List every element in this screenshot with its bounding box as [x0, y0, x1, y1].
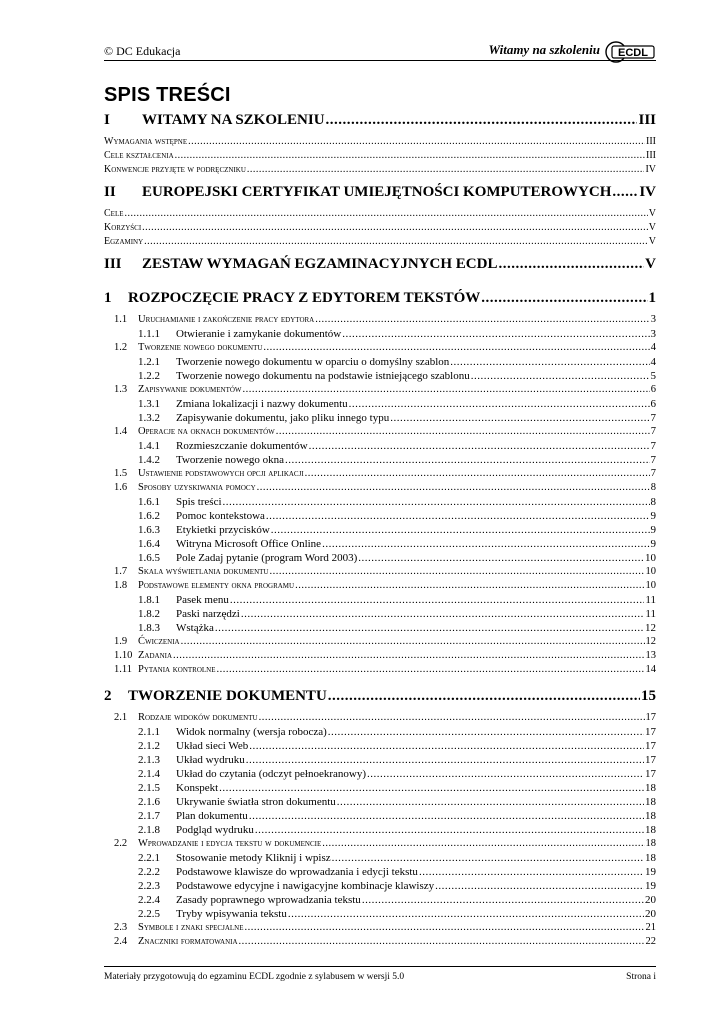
toc-entry-page: IV	[645, 164, 656, 175]
toc-entry-number: 2	[104, 688, 112, 704]
toc-entry-number: 2.2.5	[138, 908, 160, 920]
toc-entry-page: 6	[650, 384, 656, 395]
toc-entry[interactable]	[104, 650, 656, 661]
svg-text:ECDL: ECDL	[618, 47, 648, 59]
toc-entry-title: Zmiana lokalizacji i nazwy dokumentu	[176, 398, 348, 410]
toc-entry-title: Sposoby uzyskiwania pomocy	[138, 482, 256, 493]
toc-entry-number: 1.4.1	[138, 440, 160, 452]
toc-entry-title: WITAMY NA SZKOLENIU	[142, 112, 325, 128]
toc-entry-number: 2.1.5	[138, 782, 160, 794]
toc-leader-dots	[612, 184, 638, 201]
toc-entry-title: Wymagania wstępne	[104, 136, 188, 147]
toc-leader-dots	[367, 768, 644, 780]
toc-leader-dots	[246, 754, 644, 766]
toc-entry[interactable]	[104, 922, 656, 933]
footer-rule	[104, 966, 656, 967]
toc-entry-number: 1.8	[114, 580, 128, 591]
toc-entry-title: Cele	[104, 208, 124, 219]
toc-entry-title: Konspekt	[176, 782, 219, 794]
toc-entry-number: 2.1.1	[138, 726, 160, 738]
toc-entry-page: 1	[648, 290, 656, 306]
toc-entry-page: 12	[645, 636, 656, 647]
toc-entry[interactable]	[104, 454, 656, 466]
toc-entry[interactable]	[104, 754, 656, 766]
toc-leader-dots	[288, 908, 644, 920]
toc-entry[interactable]	[104, 164, 656, 175]
toc-entry-title: Znaczniki formatowania	[138, 936, 238, 947]
toc-leader-dots	[188, 136, 645, 147]
toc-leader-dots	[390, 412, 649, 424]
toc-entry-number: 2.4	[114, 936, 128, 947]
toc-leader-dots	[295, 580, 644, 591]
toc-entry-page: V	[648, 222, 656, 233]
toc-entry[interactable]	[104, 908, 656, 920]
toc-entry-title: Wstążka	[176, 622, 214, 634]
toc-entry-number: 2.2.4	[138, 894, 160, 906]
toc-leader-dots	[175, 150, 645, 161]
toc-entry-number: 1.3.1	[138, 398, 160, 410]
toc-entry-title: Zasady poprawnego wprowadzania tekstu	[176, 894, 361, 906]
toc-leader-dots	[245, 922, 645, 933]
toc-entry-title: Egzaminy	[104, 236, 144, 247]
toc-leader-dots	[337, 796, 644, 808]
toc-entry[interactable]	[104, 150, 656, 161]
toc-entry-number: 2.1.4	[138, 768, 160, 780]
header-rule	[104, 60, 656, 61]
toc-entry-title: Paski narzędzi	[176, 608, 240, 620]
toc-entry[interactable]	[104, 838, 656, 849]
toc-entry-title: Uruchamianie i zakończenie pracy edytora	[138, 314, 315, 325]
toc-entry-number: 1.2.2	[138, 370, 160, 382]
toc-entry-title: Układ do czytania (odczyt pełnoekranowy)	[176, 768, 366, 780]
toc-entry[interactable]	[104, 810, 656, 822]
toc-entry[interactable]	[104, 664, 656, 675]
toc-entry-page: 18	[645, 810, 656, 822]
toc-entry-number: 1.8.3	[138, 622, 160, 634]
toc-entry[interactable]	[104, 768, 656, 780]
toc-leader-dots	[173, 650, 644, 661]
toc-entry[interactable]	[104, 136, 656, 147]
toc-entry-page: 5	[650, 370, 656, 382]
toc-entry[interactable]	[104, 290, 656, 307]
toc-entry[interactable]	[104, 782, 656, 794]
toc-entry[interactable]	[104, 566, 656, 577]
toc-entry[interactable]	[104, 594, 656, 606]
toc-leader-dots	[471, 370, 650, 382]
toc-leader-dots	[322, 838, 644, 849]
toc-entry-title: Plan dokumentu	[176, 810, 248, 822]
toc-entry[interactable]	[104, 412, 656, 424]
toc-leader-dots	[257, 482, 650, 493]
toc-entry-title: Rodzaje widoków dokumentu	[138, 712, 258, 723]
toc-entry[interactable]	[104, 688, 656, 705]
toc-entry-title: Etykietki przycisków	[176, 524, 270, 536]
toc-leader-dots	[481, 290, 647, 307]
toc-entry-number: II	[104, 184, 116, 200]
toc-entry-number: 1.6.5	[138, 552, 160, 564]
toc-entry[interactable]	[104, 636, 656, 647]
toc-entry-number: 2.2.3	[138, 880, 160, 892]
toc-entry-title: Podstawowe klawisze do wprowadzania i edycji tekstu	[176, 866, 418, 878]
toc-entry[interactable]	[104, 222, 656, 233]
toc-entry-number: 1.11	[114, 664, 132, 675]
toc-leader-dots	[450, 356, 649, 368]
toc-entry[interactable]	[104, 510, 656, 522]
toc-entry[interactable]	[104, 356, 656, 368]
toc-leader-dots	[315, 314, 650, 325]
toc-entry-title: Otwieranie i zamykanie dokumentów	[176, 328, 342, 340]
toc-entry[interactable]	[104, 342, 656, 353]
toc-entry-page: 11	[645, 608, 656, 620]
toc-entry-title: Tworzenie nowego okna	[176, 454, 284, 466]
toc-entry[interactable]	[104, 524, 656, 536]
toc-entry[interactable]	[104, 256, 656, 273]
toc-entry-title: ZESTAW WYMAGAŃ EGZAMINACYJNYCH ECDL	[142, 256, 498, 272]
toc-entry-page: 10	[645, 580, 656, 591]
toc-leader-dots	[223, 496, 650, 508]
page-header	[104, 40, 656, 70]
toc-entry-page: 17	[645, 754, 656, 766]
toc-entry-title: Tryby wpisywania tekstu	[176, 908, 287, 920]
toc-entry-number: 2.1.2	[138, 740, 160, 752]
toc-entry-page: 7	[650, 454, 656, 466]
toc-entry-number: 1.3	[114, 384, 128, 395]
toc-entry-number: 2.3	[114, 922, 128, 933]
toc-entry-title: Tworzenie nowego dokumentu	[138, 342, 263, 353]
toc-entry-page: 18	[645, 838, 656, 849]
toc-entry-number: 1.10	[114, 650, 133, 661]
toc-entry-title: ROZPOCZĘCIE PRACY Z EDYTOREM TEKSTÓW	[128, 290, 481, 306]
toc-leader-dots	[435, 880, 644, 892]
toc-leader-dots	[255, 824, 644, 836]
toc-entry-number: 2.1.6	[138, 796, 160, 808]
toc-entry-title: Ćwiczenia	[138, 636, 180, 647]
toc-entry-page: 18	[645, 782, 656, 794]
toc-heading: SPIS TREŚCI	[104, 84, 231, 106]
toc-entry[interactable]	[104, 552, 656, 564]
toc-entry-page: 15	[641, 688, 656, 704]
toc-entry-page: 8	[650, 482, 656, 493]
toc-entry-page: 3	[650, 328, 656, 340]
toc-entry-page: 10	[645, 552, 656, 564]
toc-entry-page: 13	[645, 650, 656, 661]
toc-entry-title: Rozmieszczanie dokumentów	[176, 440, 308, 452]
toc-entry-title: Cele kształcenia	[104, 150, 174, 161]
toc-entry[interactable]	[104, 370, 656, 382]
toc-entry-title: Widok normalny (wersja robocza)	[176, 726, 327, 738]
toc-entry-page: 20	[645, 908, 656, 920]
toc-leader-dots	[305, 468, 650, 479]
toc-leader-dots	[328, 726, 644, 738]
toc-entry-number: I	[104, 112, 110, 128]
toc-entry[interactable]	[104, 824, 656, 836]
toc-entry[interactable]	[104, 208, 656, 219]
toc-entry-number: 1.7	[114, 566, 128, 577]
toc-entry-page: 9	[650, 524, 656, 536]
toc-entry-page: 20	[645, 894, 656, 906]
toc-entry-page: V	[648, 208, 656, 219]
toc-entry-page: 18	[645, 824, 656, 836]
toc-leader-dots	[309, 440, 650, 452]
toc-entry-page: 22	[645, 936, 656, 947]
toc-entry-number: 2.1.7	[138, 810, 160, 822]
toc-entry-page: 18	[645, 852, 656, 864]
toc-entry-page: 7	[650, 426, 656, 437]
toc-entry-page: 12	[645, 622, 656, 634]
toc-entry-number: 2.1.3	[138, 754, 160, 766]
toc-leader-dots	[219, 782, 644, 794]
toc-entry-page: 21	[645, 922, 656, 933]
toc-entry[interactable]	[104, 712, 656, 723]
toc-entry-title: TWORZENIE DOKUMENTU	[128, 688, 327, 704]
toc-entry-title: Zapisywanie dokumentów	[138, 384, 242, 395]
toc-leader-dots	[239, 936, 645, 947]
toc-entry-title: Podstawowe elementy okna programu	[138, 580, 295, 591]
toc-entry-title: Pytania kontrolne	[138, 664, 216, 675]
toc-entry-title: Korzyści	[104, 222, 142, 233]
toc-entry-number: 1.8.1	[138, 594, 160, 606]
toc-leader-dots	[362, 894, 644, 906]
toc-entry-title: Układ sieci Web	[176, 740, 249, 752]
toc-leader-dots	[144, 236, 648, 247]
toc-entry[interactable]	[104, 580, 656, 591]
toc-entry-title: Operacje na oknach dokumentów	[138, 426, 275, 437]
toc-entry[interactable]	[104, 894, 656, 906]
toc-entry[interactable]	[104, 936, 656, 947]
toc-entry-page: 17	[645, 712, 656, 723]
toc-entry[interactable]	[104, 426, 656, 437]
toc-entry-number: 1.1	[114, 314, 128, 325]
toc-entry-page: III	[646, 136, 656, 147]
toc-entry-page: III	[646, 150, 656, 161]
toc-entry-title: Konwencje przyjęte w podręczniku	[104, 164, 246, 175]
toc-entry-page: 11	[645, 594, 656, 606]
toc-entry[interactable]	[104, 112, 656, 129]
toc-entry-title: Tworzenie nowego dokumentu w oparciu o domyślny szablon	[176, 356, 450, 368]
toc-entry-title: Ukrywanie światła stron dokumentu	[176, 796, 336, 808]
toc-entry-page: 8	[650, 496, 656, 508]
toc-leader-dots	[332, 852, 644, 864]
toc-entry-number: 1.1.1	[138, 328, 160, 340]
toc-leader-dots	[230, 594, 645, 606]
toc-leader-dots	[271, 524, 650, 536]
toc-entry-page: IV	[639, 184, 656, 200]
toc-entry-number: 1.6	[114, 482, 128, 493]
toc-entry-title: Skala wyświetlania dokumentu	[138, 566, 269, 577]
toc-leader-dots	[181, 636, 645, 647]
toc-entry[interactable]	[104, 314, 656, 325]
toc-entry[interactable]	[104, 496, 656, 508]
toc-entry-page: 19	[645, 866, 656, 878]
toc-entry-title: Symbole i znaki specjalne	[138, 922, 244, 933]
toc-entry[interactable]	[104, 726, 656, 738]
toc-entry-number: 2.1.8	[138, 824, 160, 836]
toc-entry-page: 9	[650, 510, 656, 522]
page-footer	[104, 966, 656, 982]
toc-entry-page: 17	[645, 740, 656, 752]
toc-entry-title: Spis treści	[176, 496, 222, 508]
toc-entry-number: 1.5	[114, 468, 128, 479]
toc-entry-title: Zadania	[138, 650, 173, 661]
toc-leader-dots	[269, 566, 644, 577]
toc-entry-number: 2.1	[114, 712, 128, 723]
toc-entry[interactable]	[104, 538, 656, 550]
toc-entry-title: Podgląd wydruku	[176, 824, 254, 836]
toc-entry[interactable]	[104, 184, 656, 201]
toc-leader-dots	[247, 164, 645, 175]
header-title: Witamy na szkoleniu	[488, 42, 600, 57]
toc-entry-page: 17	[645, 768, 656, 780]
toc-leader-dots	[358, 552, 644, 564]
toc-leader-dots	[259, 712, 645, 723]
toc-entry[interactable]	[104, 236, 656, 247]
toc-entry-number: 1.9	[114, 636, 128, 647]
toc-entry[interactable]	[104, 852, 656, 864]
toc-entry[interactable]	[104, 608, 656, 620]
toc-entry-number: 1.2.1	[138, 356, 160, 368]
toc-entry[interactable]	[104, 866, 656, 878]
toc-entry-number: 1.8.2	[138, 608, 160, 620]
footer-page-number: Strona i	[626, 972, 656, 982]
footer-note: Materiały przygotowują do egzaminu ECDL zgodnie z sylabusem w wersji 5.0	[104, 972, 405, 982]
toc-leader-dots	[241, 608, 645, 620]
toc-entry-number: 1.2	[114, 342, 128, 353]
toc-entry-page: 19	[645, 880, 656, 892]
toc-entry-page: 4	[650, 342, 656, 353]
toc-entry-title: Zapisywanie dokumentu, jako pliku innego typu	[176, 412, 390, 424]
toc-entry[interactable]	[104, 880, 656, 892]
toc-entry-title: Podstawowe edycyjne i nawigacyjne kombinacje klawiszy	[176, 880, 435, 892]
toc-entry-page: 7	[650, 468, 656, 479]
toc-entry-number: 1.6.4	[138, 538, 160, 550]
toc-leader-dots	[419, 866, 644, 878]
header-copyright: © DC Edukacja	[104, 44, 181, 58]
toc-leader-dots	[266, 510, 650, 522]
toc-leader-dots	[142, 222, 648, 233]
toc-entry[interactable]	[104, 482, 656, 493]
toc-leader-dots	[326, 112, 638, 129]
toc-entry-page: 7	[650, 412, 656, 424]
toc-entry-page: III	[638, 112, 656, 128]
toc-leader-dots	[249, 740, 644, 752]
toc-entry-page: V	[645, 256, 656, 272]
toc-entry-title: Ustawienie podstawowych opcji aplikacji	[138, 468, 304, 479]
toc-entry-number: III	[104, 256, 122, 272]
toc-entry-page: 18	[645, 796, 656, 808]
toc-leader-dots	[328, 688, 640, 705]
toc-entry[interactable]	[104, 796, 656, 808]
toc-entry-page: 6	[650, 398, 656, 410]
toc-entry-page: 4	[650, 356, 656, 368]
toc-entry[interactable]	[104, 398, 656, 410]
toc-entry-title: Układ wydruku	[176, 754, 245, 766]
toc-entry-title: Pomoc kontekstowa	[176, 510, 265, 522]
toc-entry-number: 2.2.1	[138, 852, 160, 864]
toc-entry-number: 1.4.2	[138, 454, 160, 466]
toc-entry-title: Witryna Microsoft Office Online	[176, 538, 322, 550]
toc-entry-page: 17	[645, 726, 656, 738]
toc-leader-dots	[243, 384, 650, 395]
toc-entry-number: 1.3.2	[138, 412, 160, 424]
toc-entry-title: Tworzenie nowego dokumentu na podstawie istniejącego szablonu	[176, 370, 470, 382]
toc-entry-page: 7	[650, 440, 656, 452]
toc-entry-title: Pasek menu	[176, 594, 229, 606]
toc-leader-dots	[285, 454, 650, 466]
toc-leader-dots	[125, 208, 648, 219]
toc-entry-number: 1.4	[114, 426, 128, 437]
toc-entry[interactable]	[104, 328, 656, 340]
toc-entry-number: 1.6.2	[138, 510, 160, 522]
toc-entry[interactable]	[104, 384, 656, 395]
toc-entry-title: Stosowanie metody Kliknij i wpisz	[176, 852, 331, 864]
toc-entry-page: 14	[645, 664, 656, 675]
toc-leader-dots	[276, 426, 650, 437]
toc-leader-dots	[498, 256, 644, 273]
toc-entry-title: Pole Zadaj pytanie (program Word 2003)	[176, 552, 358, 564]
toc-entry[interactable]	[104, 468, 656, 479]
toc-leader-dots	[249, 810, 644, 822]
toc-entry-page: 3	[650, 314, 656, 325]
toc-leader-dots	[217, 664, 645, 675]
toc-entry-number: 1	[104, 290, 112, 306]
toc-leader-dots	[215, 622, 644, 634]
toc-entry[interactable]	[104, 740, 656, 752]
toc-entry[interactable]	[104, 440, 656, 452]
toc-entry-page: 9	[650, 538, 656, 550]
toc-leader-dots	[349, 398, 650, 410]
toc-leader-dots	[322, 538, 649, 550]
toc-leader-dots	[342, 328, 649, 340]
toc-entry-title: Wprowadzanie i edycja tekstu w dokumencie	[138, 838, 322, 849]
toc-entry-page: V	[648, 236, 656, 247]
toc-entry-title: EUROPEJSKI CERTYFIKAT UMIEJĘTNOŚCI KOMPUTEROWYCH	[142, 184, 612, 200]
toc-entry-number: 1.6.1	[138, 496, 160, 508]
toc-entry-page: 10	[645, 566, 656, 577]
toc-entry-number: 2.2	[114, 838, 128, 849]
toc-entry[interactable]	[104, 622, 656, 634]
toc-entry-number: 2.2.2	[138, 866, 160, 878]
toc-entry-number: 1.6.3	[138, 524, 160, 536]
toc-leader-dots	[263, 342, 649, 353]
